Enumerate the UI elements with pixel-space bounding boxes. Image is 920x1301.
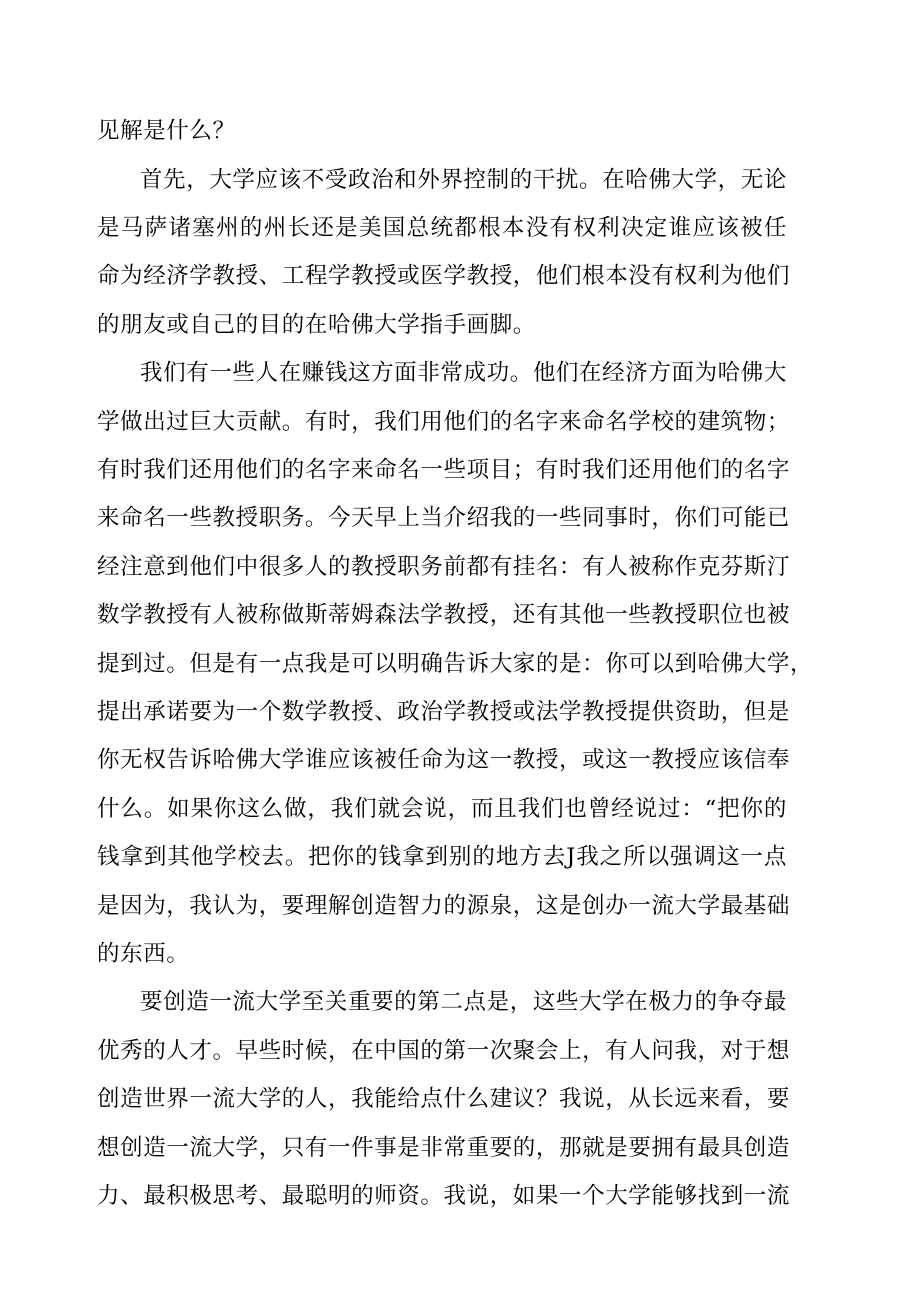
text-line: 想创造一流大学，只有一件事是非常重要的，那就是要拥有最具创造 [97,1135,791,1161]
text-line: 的朋友或自己的目的在哈佛大学指手画脚。 [97,312,536,338]
text-line: 你无权告诉哈佛大学谁应该被任命为这一教授，或这一教授应该信奉 [97,747,791,773]
text-line: 命为经济学教授、工程学教授或医学教授，他们根本没有权利为他们 [97,263,791,289]
text-line: 力、最积极思考、最聪明的师资。我说，如果一个大学能够找到一流 [97,1183,791,1209]
text-line: 创造世界一流大学的人，我能给点什么建议？我说，从长远来看，要 [97,1086,791,1112]
text-line: 优秀的人才。早些时候，在中国的第一次聚会上，有人问我，对于想 [97,1038,791,1064]
text-line: 经注意到他们中很多人的教授职务前都有挂名：有人被称作克芬斯汀 [97,554,791,580]
paragraph-first-line: 首先，大学应该不受政治和外界控制的干扰。在哈佛大学，无论 [140,167,787,193]
text-line: 的东西。 [97,941,190,967]
text-line: 学做出过巨大贡献。有时，我们用他们的名字来命名学校的建筑物； [97,409,791,435]
text-line: 来命名一些教授职务。今天早上当介绍我的一些同事时，你们可能已 [97,505,791,531]
paragraph-first-line: 我们有一些人在赚钱这方面非常成功。他们在经济方面为哈佛大 [140,360,787,386]
text-line: 是马萨诸塞州的州长还是美国总统都根本没有权利决定谁应该被任 [97,215,787,241]
paragraph-first-line: 要创造一流大学至关重要的第二点是，这些大学在极力的争夺最 [140,989,787,1015]
text-line: 有时我们还用他们的名字来命名一些项目；有时我们还用他们的名字 [97,457,791,483]
text-line: 提出承诺要为一个数学教授、政治学教授或法学教授提供资助，但是 [97,699,791,725]
text-line: 钱拿到其他学校去。把你的钱拿到别的地方去J我之所以强调这一点 [97,844,787,870]
text-line: 数学教授有人被称做斯蒂姆森法学教授，还有其他一些教授职位也被 [97,602,791,628]
text-line: 提到过。但是有一点我是可以明确告诉大家的是：你可以到哈佛大学， [97,651,814,677]
text-line: 见解是什么？ [97,118,236,144]
text-line: 什么。如果你这么做，我们就会说，而且我们也曾经说过：“把你的 [97,796,787,822]
text-line: 是因为，我认为，要理解创造智力的源泉，这是创办一流大学最基础 [97,893,791,919]
